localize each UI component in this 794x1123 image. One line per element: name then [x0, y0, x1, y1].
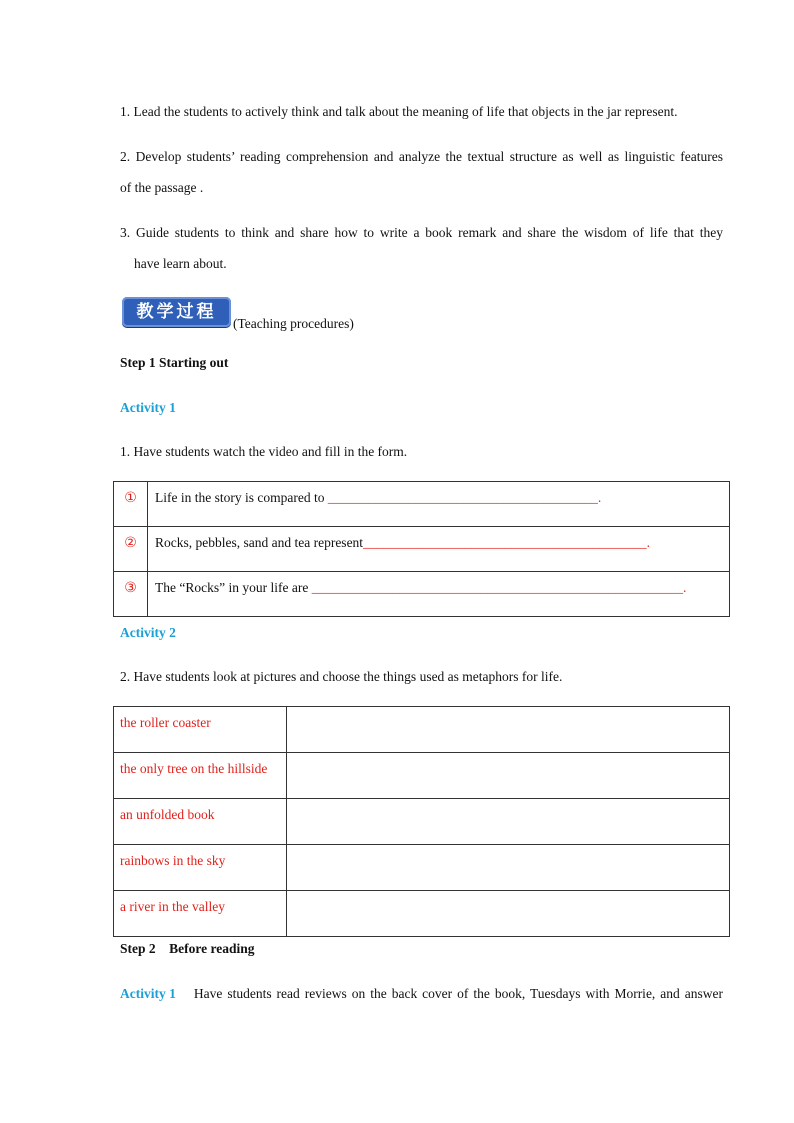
row-period: .: [597, 490, 602, 505]
step2-title: Step 2 Before reading: [120, 941, 255, 956]
table-row: [114, 527, 730, 572]
step1-activity2-label: Activity 2: [120, 625, 176, 640]
metaphor-item: a river in the valley: [114, 891, 287, 937]
table-row: [114, 753, 730, 799]
step1-activity1-instruction: 1. Have students watch the video and fill in the form.: [120, 444, 408, 459]
step1-activity2-instruction: 2. Have students look at pictures and choose the things used as metaphors for life.: [120, 669, 563, 684]
row-text: Rocks, pebbles, sand and tea represent: [155, 535, 364, 550]
row-text: Life in the story is compared to: [155, 490, 328, 505]
table-row: [114, 572, 730, 617]
step2-activity1-line: [120, 986, 723, 1002]
fill-blank[interactable]: ________________________________________: [327, 490, 598, 505]
objective-3-cont: have learn about.: [134, 256, 227, 271]
form-cell[interactable]: [148, 572, 730, 617]
metaphor-item: the only tree on the hillside: [114, 753, 287, 799]
objective-3: 3. Guide students to think and share how to write a book remark and share the wisdom of life that they: [120, 225, 723, 240]
fill-blank[interactable]: __________________________________________: [363, 535, 647, 550]
table-row: [114, 891, 730, 937]
step2-activity1-label: Activity 1: [120, 986, 176, 1001]
objective-2-cont: of the passage .: [120, 180, 204, 195]
row-number: ③: [114, 572, 148, 617]
answer-cell[interactable]: [287, 753, 730, 799]
metaphor-item: rainbows in the sky: [114, 845, 287, 891]
table-row: [114, 482, 730, 527]
form-cell[interactable]: [148, 527, 730, 572]
row-period: .: [682, 580, 687, 595]
metaphor-item: an unfolded book: [114, 799, 287, 845]
table-row: [114, 707, 730, 753]
step2-activity1-text: Have students read reviews on the back cover of the book, Tuesdays with Morrie, and answer: [193, 986, 723, 1001]
objective-1: 1. Lead the students to actively think and talk about the meaning of life that objects in the jar represent.: [120, 104, 678, 119]
video-form-table: [113, 481, 730, 617]
table-row: [114, 799, 730, 845]
row-number: ②: [114, 527, 148, 572]
row-number: ①: [114, 482, 148, 527]
objective-2: 2. Develop students’ reading comprehension and analyze the textual structure as well as linguistic features: [120, 149, 723, 164]
metaphor-item: the roller coaster: [114, 707, 287, 753]
form-cell[interactable]: [148, 482, 730, 527]
metaphor-table: [113, 706, 730, 937]
teaching-process-badge: 教学过程: [122, 297, 231, 327]
row-text: The “Rocks” in your life are: [155, 580, 312, 595]
row-period: .: [646, 535, 650, 550]
table-row: [114, 845, 730, 891]
answer-cell[interactable]: [287, 845, 730, 891]
step1-activity1-label: Activity 1: [120, 400, 176, 415]
fill-blank[interactable]: _______________________________________________________: [311, 580, 683, 595]
answer-cell[interactable]: [287, 799, 730, 845]
badge-caption: (Teaching procedures): [233, 316, 354, 331]
step1-title: Step 1 Starting out: [120, 355, 229, 370]
answer-cell[interactable]: [287, 707, 730, 753]
answer-cell[interactable]: [287, 891, 730, 937]
